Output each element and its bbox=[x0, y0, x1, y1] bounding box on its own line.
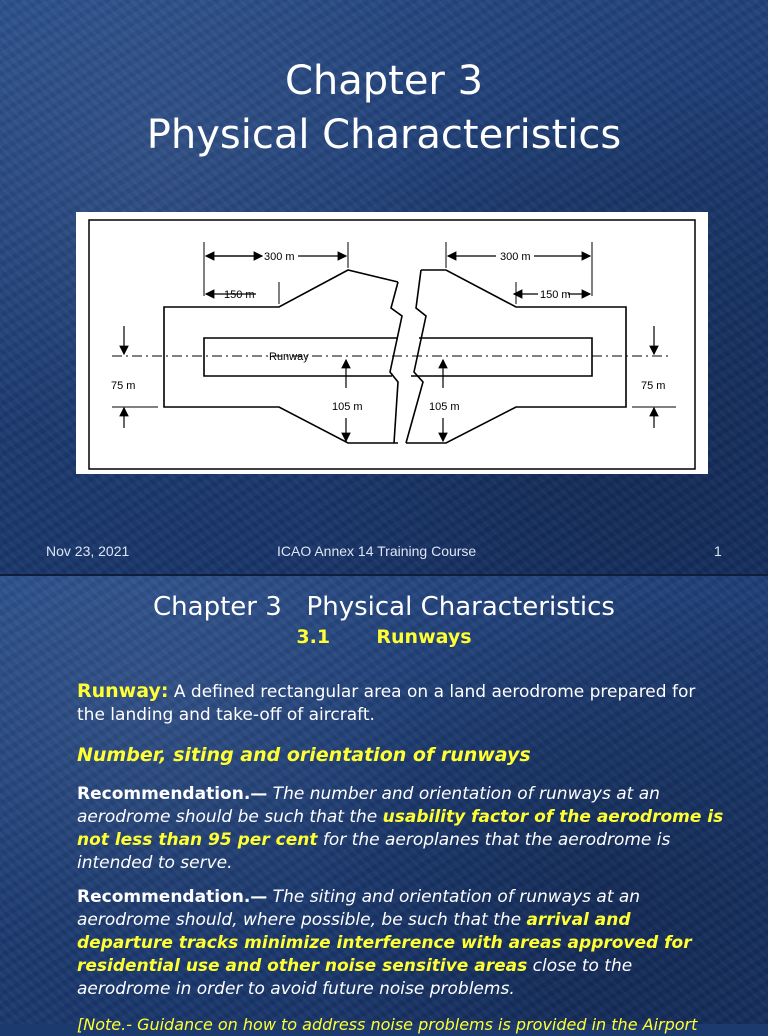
dim-label-75m-left: 75 m bbox=[111, 380, 136, 392]
footer-page-number: 1 bbox=[714, 543, 722, 559]
rec-2-text-a: The siting and orientation of runways at an aerodrome should, where possible, be such that the bbox=[77, 887, 641, 930]
runway-term: Runway: bbox=[77, 680, 169, 702]
dim-label-105m-left: 105 m bbox=[332, 401, 363, 413]
guidance-note: [Note.- Guidance on how to address noise problems is provided in the Airport bbox=[77, 1015, 698, 1034]
dim-label-150m-left: 150 m bbox=[224, 289, 255, 301]
section-heading: Number, siting and orientation of runways bbox=[77, 744, 531, 766]
rec-1-highlight: usability factor of the aerodrome is not less than 95 per cent bbox=[77, 807, 724, 850]
break-line-left bbox=[390, 282, 402, 443]
runway-strip-diagram bbox=[76, 212, 708, 474]
rec-1-text-a: The number and orientation of runways at an aerodrome should be such that the bbox=[77, 784, 660, 827]
slide-2 bbox=[0, 576, 768, 1034]
runway-label: Runway bbox=[269, 351, 309, 363]
runway-definition bbox=[77, 680, 727, 727]
diagram-frame bbox=[89, 220, 695, 469]
slide-1-title-line-2: Physical Characteristics bbox=[146, 112, 622, 158]
dim-label-300m-left: 300 m bbox=[264, 251, 295, 263]
rec-1-label: Recommendation.— bbox=[77, 784, 268, 804]
footer-date: Nov 23, 2021 bbox=[46, 543, 130, 559]
dim-label-105m-right: 105 m bbox=[429, 401, 460, 413]
rec-1-text-b: for the aeroplanes that the aerodrome is intended to serve. bbox=[77, 830, 671, 873]
rec-2-highlight: arrival and departure tracks minimize interference with areas approved for residential use and other noise sensitive areas bbox=[77, 910, 692, 976]
footer-course: ICAO Annex 14 Training Course bbox=[277, 543, 477, 559]
rec-2-label: Recommendation.— bbox=[77, 887, 268, 907]
recommendation-1 bbox=[77, 783, 727, 875]
runway-right bbox=[411, 338, 592, 376]
dim-label-300m-right: 300 m bbox=[500, 251, 531, 263]
recommendation-2 bbox=[77, 886, 727, 1001]
rec-2-text-b: close to the aerodrome in order to avoid future noise problems. bbox=[77, 956, 633, 999]
runway-definition-text: A defined rectangular area on a land aerodrome prepared for the landing and take-off of aircraft. bbox=[77, 682, 696, 725]
slide-1-title-line-1: Chapter 3 bbox=[284, 58, 484, 104]
slide-2-subtitle: 3.1 Runways bbox=[296, 626, 472, 648]
slide-2-title: Chapter 3 Physical Characteristics bbox=[153, 592, 615, 622]
dim-label-150m-right: 150 m bbox=[540, 289, 571, 301]
dim-label-75m-right: 75 m bbox=[641, 380, 666, 392]
